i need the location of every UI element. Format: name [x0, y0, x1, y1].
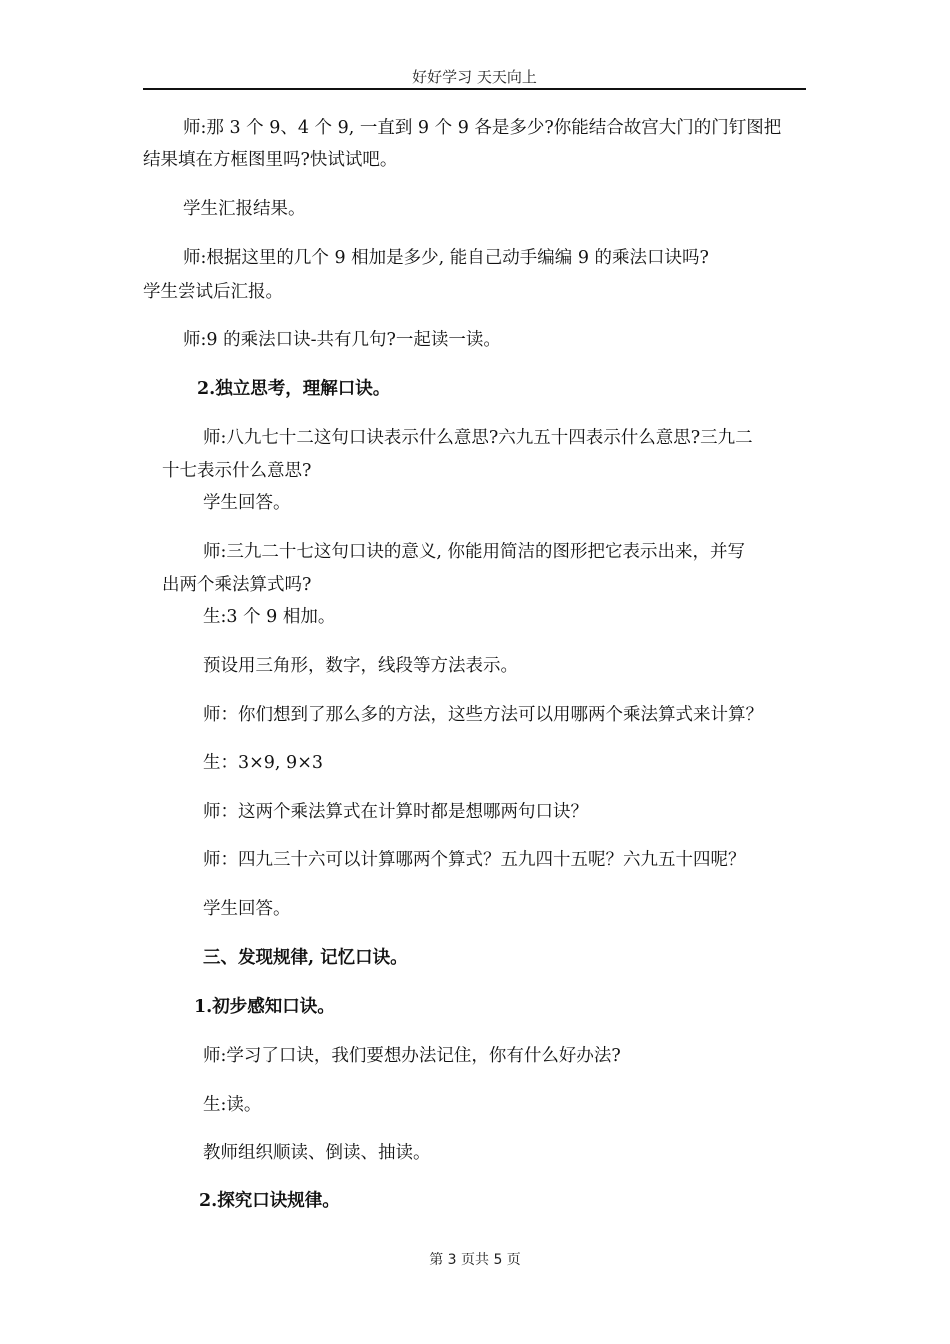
section-heading: 三、发现规律, 记忆口诀。 — [203, 948, 408, 968]
section-heading: 2.独立思考，理解口诀。 — [197, 379, 391, 399]
section-heading: 2.探究口诀规律。 — [199, 1191, 340, 1211]
paragraph-line: 生:3 个 9 相加。 — [203, 607, 336, 627]
paragraph: 师：四九三十六可以计算哪两个算式？五九四十五呢？六九五十四呢？ — [203, 850, 746, 870]
paragraph-line: 师:三九二十七这句口诀的意义, 你能用简洁的图形把它表示出来，并写 — [203, 542, 746, 562]
paragraph: 生:读。 — [203, 1095, 262, 1115]
paragraph-line: 出两个乘法算式吗? — [162, 575, 312, 595]
page-header: 好好学习 天天向上 — [412, 68, 537, 86]
paragraph: 预设用三角形，数字，线段等方法表示。 — [203, 656, 518, 676]
paragraph: 师:9 的乘法口诀-共有几句?一起读一读。 — [183, 330, 501, 350]
paragraph: 师:学习了口诀，我们要想办法记住，你有什么好办法? — [203, 1046, 621, 1066]
section-heading: 1.初步感知口诀。 — [194, 997, 335, 1017]
page-number: 第 3 页共 5 页 — [429, 1252, 521, 1268]
paragraph: 生：3×9, 9×3 — [203, 753, 323, 773]
paragraph: 学生汇报结果。 — [183, 199, 306, 219]
paragraph-line: 学生尝试后汇报。 — [143, 282, 283, 302]
paragraph-line: 十七表示什么意思? — [162, 461, 312, 481]
paragraph-line: 师:根据这里的几个 9 相加是多少, 能自己动手编编 9 的乘法口诀吗? — [183, 248, 709, 268]
paragraph-line: 师:八九七十二这句口诀表示什么意思?六九五十四表示什么意思?三九二 — [203, 428, 753, 448]
paragraph: 学生回答。 — [203, 899, 291, 919]
paragraph: 师：你们想到了那么多的方法，这些方法可以用哪两个乘法算式来计算？ — [203, 705, 763, 725]
paragraph-line: 学生回答。 — [203, 493, 291, 513]
paragraph-line: 师:那 3 个 9、4 个 9, 一直到 9 个 9 各是多少?你能结合故宫大门的门钉图把 — [183, 118, 782, 138]
paragraph-line: 结果填在方框图里吗?快试试吧。 — [143, 150, 398, 170]
header-divider — [143, 88, 806, 90]
paragraph: 教师组织顺读、倒读、抽读。 — [203, 1143, 431, 1163]
paragraph: 师：这两个乘法算式在计算时都是想哪两句口诀？ — [203, 802, 588, 822]
